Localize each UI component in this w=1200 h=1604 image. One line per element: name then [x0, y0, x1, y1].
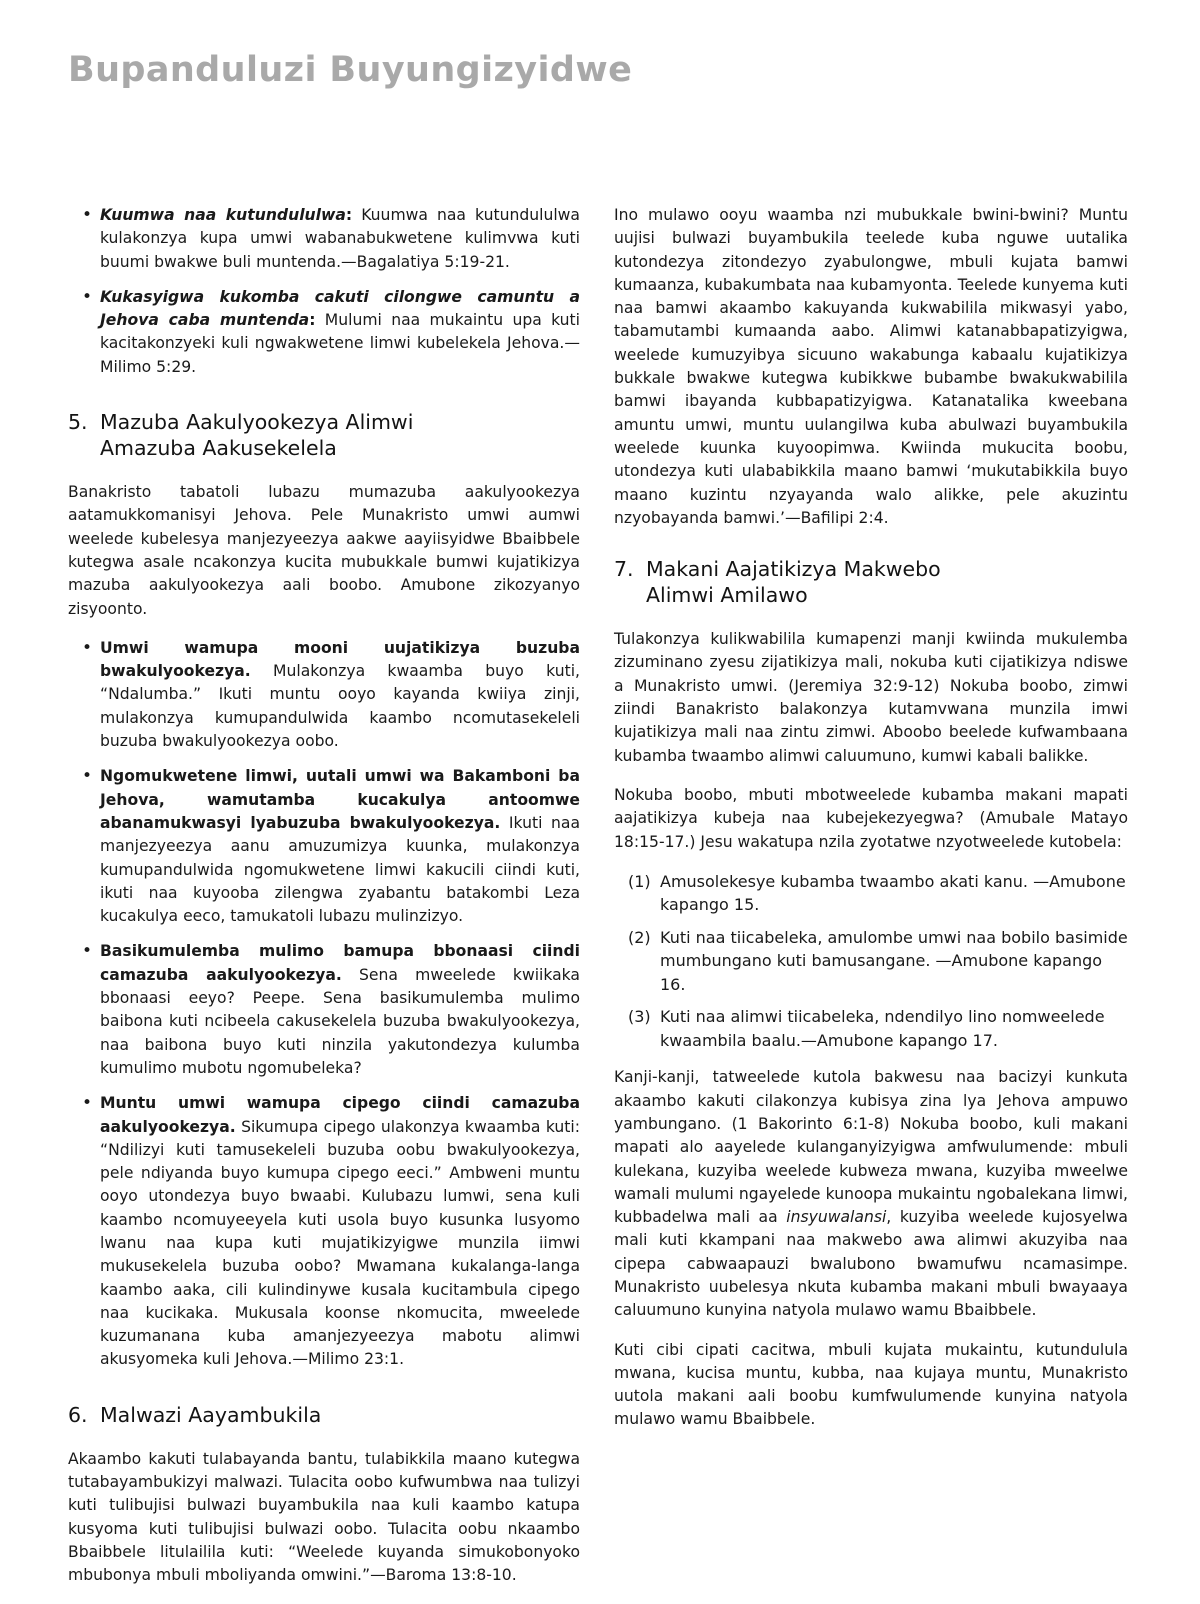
section-5-bullet-list	[68, 637, 580, 1372]
section-7-paragraph-2: Nokuba boobo, mbuti mbotweelede kubamba makani mapati aajatikizya kubeja naa kubejekezyegwa? (Amubale Matayo 18:15-17.) Jesu wakatupa nzila zyotatwe nzyotweelede kutobela:	[614, 785, 1128, 851]
section-7-heading	[614, 556, 1128, 608]
section-6-paragraph-2: Ino mulawo ooyu waamba nzi mubukkale bwini-bwini? Muntu uujisi bulwazi buyambukila teelede kuba nguwe uutalika kutondezya zitondezyo zyabulongwe, mbuli kujata bamwi kumaanza, kubakumbata naa kubamyonta. Teelede kunyema kuti naa bamwi akaambo kakuyanda kukwabilila mikwasyi yabo, tabamutambi kumaanda aabo. Alimwi katanabbapatizyigwa, weelede kumuzyibya sicuuno wakabunga kabaalu kujatikizya bukkale bwakwe kutegwa kubikkwe bubambe bwakukwabilila bamwi ibayanda kubbapatizyigwa. Katanatalika kweebana amuntu umwi, muntu uulangilwa kuba abulwazi buyambukila weelede kuunka kuyoopimwa. Kwiinda mukucita boobu, utondezya kuti ulababikkila maano bamwi ‘mukutabikkila buyo maano kuzintu nzyayanda walo alikke, pele akuzintu nzyobayanda bamwi.’—Bafilipi 2:4.	[614, 206, 1128, 527]
bullet-text: Sikumupa cipego ulakonzya kwaamba kuti: “Ndilizyi kuti tamusekeleli buzuba oobu bwakulyookezya, pele ndiyanda buyo kumupa cipego eeci.” Ambweni muntu ooyo utondezya buyo bwaabi. Kulubazu lumwi, sena kuli kaambo ncomuyeeyela kuti usola buyo kusunka lusyomo lwanu naa kupa kuti mujatikizyigwe munzila iimwi mukusekelela buzuba oobo? Mwamana kukalanga-langa kaambo aaka, cili kulindinywe kusala kucitambula cipego naa kucikaka. Mukusala koonse nkomucita, mweelede kuzumanana kuba amanjezyeezya mabotu alimwi akusyomeka kuli Jehova.—Milimo 23:1.	[100, 1117, 580, 1369]
step-number: (2)	[628, 927, 651, 947]
bullet-text: Mulumi naa mukaintu upa kuti kacitakonzyeki kuli ngwakwetene limwi kubelekela Jehova.—Milimo 5:29.	[100, 311, 580, 376]
bullet-lead: Umwi wamupa mooni uujatikizya buzuba bwakulyookezya.	[100, 638, 580, 681]
bullet-text: Ikuti naa manjezyeezya aanu amuzumizya kuunka, mulakonzya kumupandulwida ngomukwetene limwi kakucili ciindi kuti, ikuti naa kuyooba zilengwa zyabantu batakombi Leza kucakulya eeco, tamukatoli lubazu mulinzizyo.	[100, 813, 580, 926]
section-title-line1: Mazuba Aakulyookezya Alimwi	[100, 410, 414, 435]
step-item	[614, 926, 1128, 997]
step-number: (3)	[628, 1007, 651, 1027]
list-item	[68, 204, 580, 274]
left-column	[68, 204, 580, 1604]
step-text: Amusolekesye kubamba twaambo akati kanu. —Amubone kapango 15.	[660, 871, 1126, 915]
bullet-lead: Kukasyigwa kukomba cakuti cilongwe camuntu a Jehova caba muntenda	[100, 287, 580, 330]
bullet-text: Kuumwa naa kutundululwa kulakonzya kupa umwi wabanabukwetene kulimvwa kuti buumi bwakwe buli muntenda.—Bagalatiya 5:19-21.	[100, 206, 580, 271]
step-text: Kuti naa tiicabeleka, amulombe umwi naa bobilo basimide mumbungano kuti bamusangane. —Amubone kapango 16.	[660, 927, 1128, 994]
right-column	[614, 204, 1128, 1448]
top-bullet-list	[68, 204, 580, 379]
running-head: Bupanduluzi Buyungizyidwe	[68, 50, 633, 90]
section-5-heading	[68, 409, 580, 461]
section-number: 7.	[614, 557, 634, 582]
bullet-text: Mulakonzya kwaamba buyo kuti, “Ndalumba.” Ikuti muntu ooyo kayanda kwiiya zinji, mulakonzya kumupandulwida kaambo ncomutasekeleli buzuba bwakulyookezya oobo.	[100, 662, 580, 751]
bullet-lead: Ngomukwetene limwi, uutali umwi wa Bakamboni ba Jehova, wamutamba kucakulya antoomwe abanamukwasyi lyabuzuba bwakulyookezya.	[100, 767, 580, 832]
section-title: Malwazi Aayambukila	[100, 1402, 322, 1427]
list-item	[68, 637, 580, 753]
bullet-separator: :	[309, 311, 316, 330]
section-7-paragraph-3	[614, 1066, 1128, 1322]
section-6-paragraph: Akaambo kakuti tulabayanda bantu, tulabikkila maano kutegwa tutabayambukizyi malwazi. Tulacita oobo kufwumbwa naa tulizyi kuti tulibujisi bulwazi buyambukila naa kuli kaambo katupa kusyoma kuti tulibujisi bulwazi oobo. Tulacita oobu nkaambo Bbaibbele litulailila kuti: “Weelede kuyanda simukobonyoko mbubonya mbuli mboliyanda omwini.”—Baroma 13:8-10.	[68, 1449, 580, 1585]
section-7-paragraph-4: Kuti cibi cipati cacitwa, mbuli kujata mukaintu, kutundulula mwana, kucisa muntu, kubba, naa kujaya muntu, Munakristo uutola makani aali boobu kumfwulumende kunyina natyola mulawo wamu Bbaibbele.	[614, 1340, 1128, 1429]
section-6-heading	[68, 1402, 580, 1428]
list-item	[68, 1092, 580, 1372]
step-item	[614, 870, 1128, 917]
bullet-lead: Basikumulemba mulimo bamupa bbonaasi ciindi camazuba aakulyookezya.	[100, 942, 580, 984]
section-title-line2: Amazuba Aakusekelela	[100, 436, 337, 461]
step-item	[614, 1005, 1128, 1052]
section-number: 6.	[68, 1402, 88, 1427]
bullet-separator: :	[345, 206, 353, 224]
paragraph-text: , kuzyiba weelede kujosyelwa mali kuti kkampani naa makwebo awa alimwi akuzyiba naa cipepa cabwaapauzi bwalubono bwamufwu ncamasimpe. Munakristo uubelesya nkuta kubamba makani mbuli bwayaaya caluumuno kunyina natyola mulawo wamu Bbaibbele.	[614, 1208, 1128, 1320]
bullet-text: Sena mweelede kwiikaka bbonaasi eeyo? Peepe. Sena basikumulemba mulimo baibona kuti ncibeela cakusekelela buzuba bwakulyookezya, naa baibona buyo kuti ninzila yakutondezya kulumba kumulimo mubotu ngomubeleka?	[100, 965, 580, 1077]
bullet-lead: Kuumwa naa kutundululwa	[100, 206, 346, 224]
section-number: 5.	[68, 410, 88, 435]
bullet-lead: Muntu umwi wamupa cipego ciindi camazuba aakulyookezya.	[100, 1094, 580, 1136]
step-text: Kuti naa alimwi tiicabeleka, ndendilyo lino nomweelede kwaambila baalu.—Amubone kapango 17.	[660, 1007, 1105, 1050]
section-5-intro: Banakristo tabatoli lubazu mumazuba aakulyookezya aatamukkomanisyi Jehova. Pele Munakristo umwi aumwi weelede kubelesya manjezyeezya aakwe aayiisyidwe Bbaibbele kutegwa asale ncakonzya kucita mubukkale bumwi kujatikizya mazuba aakulyookezya aali boobo. Amubone zikozyanyo zisyoonto.	[68, 483, 580, 618]
step-number: (1)	[628, 871, 651, 891]
list-item	[68, 765, 580, 928]
paragraph-text: Kanji-kanji, tatweelede kutola bakwesu naa bacizyi kunkuta akaambo kakuti cilakonzya kubisya zina lya Jehova ampuwo yambungano. (1 Bakorinto 6:1-8) Nokuba boobo, kuli makani mapati alo aayelede kulanganyizyigwa amfwulumende: mbuli kulekana, kuzyiba weelede kubweza mwana, kuzyiba mweelwe wamali mulumi ngayelede kunoopa mukaintu ngobalekana limwi, kubbadelwa mali aa	[614, 1068, 1128, 1227]
section-title-line1: Makani Aajatikizya Makwebo	[646, 557, 941, 582]
section-title-line2: Alimwi Amilawo	[646, 583, 808, 608]
list-item	[68, 940, 580, 1080]
steps-list	[614, 870, 1128, 1053]
section-7-paragraph-1: Tulakonzya kulikwabilila kumapenzi manji kwiinda mukulemba zizuminano zyesu zijatikizya mali, nokuba kuti cijatikizya ndiswe a Munakristo umwi. (Jeremiya 32:9-12) Nokuba boobo, zimwi ziindi Banakristo balakonzya kutamvwana munzila imwi kujatikizya mali naa zintu zimwi. Aboobo beelede kufwambaana kubamba twaambo alimwi caluumuno, kumwi kabali balikke.	[614, 630, 1128, 765]
list-item	[68, 286, 580, 379]
italic-term: insyuwalansi	[786, 1208, 887, 1227]
